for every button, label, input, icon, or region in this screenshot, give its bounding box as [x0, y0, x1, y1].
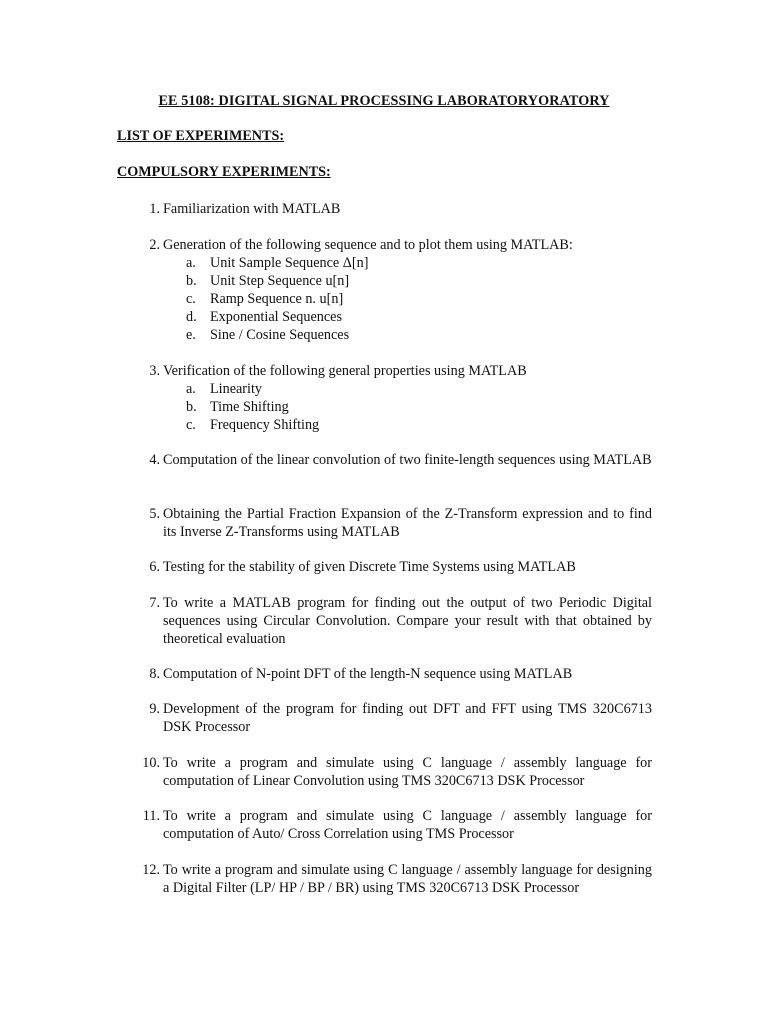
compulsory-heading: COMPULSORY EXPERIMENTS: — [117, 164, 331, 180]
experiment-number: 2. — [149, 237, 160, 253]
experiment-item — [136, 754, 652, 790]
sub-item-letter: a. — [186, 381, 196, 397]
experiment-item — [136, 665, 652, 683]
experiment-item — [136, 807, 652, 843]
sub-item — [186, 416, 652, 434]
experiment-text: To write a program and simulate using C language / assembly language for designing a Digital Filter (LP/ HP / BP / BR) using TMS 320C6713 DSK Processor — [163, 862, 652, 896]
list-heading: LIST OF EXPERIMENTS: — [117, 128, 285, 144]
experiment-text: Familiarization with MATLAB — [163, 201, 341, 217]
sub-item-letter: c. — [186, 291, 196, 307]
sub-item-text: Time Shifting — [210, 399, 289, 415]
experiment-text: To write a MATLAB program for finding out the output of two Periodic Digital sequences using Circular Convolution. Compare your result with that obtained by theoretical evaluation — [163, 595, 652, 647]
experiment-number: 1. — [149, 201, 160, 217]
experiment-item — [136, 362, 652, 434]
experiment-number: 8. — [149, 666, 160, 682]
sub-item — [186, 290, 652, 308]
experiment-item — [136, 558, 652, 576]
experiment-number: 12. — [142, 862, 160, 878]
experiment-text: Computation of the linear convolution of two finite-length sequences using MATLAB — [163, 452, 652, 468]
sub-list — [163, 380, 652, 434]
experiment-number: 4. — [149, 452, 160, 468]
sub-item-letter: c. — [186, 417, 196, 433]
experiment-item — [136, 236, 652, 344]
sub-item-text: Linearity — [210, 381, 262, 397]
sub-list — [163, 254, 652, 344]
sub-item-text: Unit Step Sequence u[n] — [210, 273, 350, 289]
experiment-number: 5. — [149, 506, 160, 522]
experiment-text: Testing for the stability of given Discrete Time Systems using MATLAB — [163, 559, 576, 575]
experiment-item — [136, 594, 652, 648]
sub-item-letter: b. — [186, 399, 197, 415]
experiment-number: 3. — [149, 363, 160, 379]
sub-item — [186, 254, 652, 272]
sub-item — [186, 326, 652, 344]
experiment-text: Computation of N-point DFT of the length-N sequence using MATLAB — [163, 666, 573, 682]
experiment-item — [136, 861, 652, 897]
sub-item-letter: b. — [186, 273, 197, 289]
sub-item — [186, 380, 652, 398]
sub-item-text: Ramp Sequence n. u[n] — [210, 291, 344, 307]
sub-item — [186, 398, 652, 416]
experiment-text: To write a program and simulate using C language / assembly language for computation of Auto/ Cross Correlation using TMS Processor — [163, 808, 652, 842]
experiment-number: 9. — [149, 701, 160, 717]
sub-item-text: Frequency Shifting — [210, 417, 320, 433]
experiment-text: Obtaining the Partial Fraction Expansion of the Z-Transform expression and to find its Inverse Z-Transforms using MATLAB — [163, 506, 652, 540]
experiment-text: Development of the program for finding out DFT and FFT using TMS 320C6713 DSK Processor — [163, 701, 652, 735]
experiment-text: To write a program and simulate using C language / assembly language for computation of Linear Convolution using TMS 320C6713 DSK Processor — [163, 755, 652, 789]
experiment-item — [136, 505, 652, 541]
experiment-number: 10. — [142, 755, 160, 771]
experiment-item — [136, 700, 652, 736]
sub-item-text: Unit Sample Sequence Δ[n] — [210, 255, 369, 271]
experiment-text: Generation of the following sequence and to plot them using MATLAB: — [163, 237, 573, 253]
sub-item — [186, 272, 652, 290]
experiment-item — [136, 200, 652, 218]
experiment-number: 11. — [142, 808, 160, 824]
sub-item — [186, 308, 652, 326]
experiment-number: 6. — [149, 559, 160, 575]
experiment-text: Verification of the following general properties using MATLAB — [163, 363, 527, 379]
sub-item-letter: e. — [186, 327, 196, 343]
sub-item-letter: d. — [186, 309, 197, 325]
document-title: EE 5108: DIGITAL SIGNAL PROCESSING LABORATORYORATORY — [158, 93, 610, 109]
sub-item-text: Exponential Sequences — [210, 309, 342, 325]
experiment-number: 7. — [149, 595, 160, 611]
sub-item-text: Sine / Cosine Sequences — [210, 327, 350, 343]
sub-item-letter: a. — [186, 255, 196, 271]
experiment-item — [136, 451, 652, 469]
